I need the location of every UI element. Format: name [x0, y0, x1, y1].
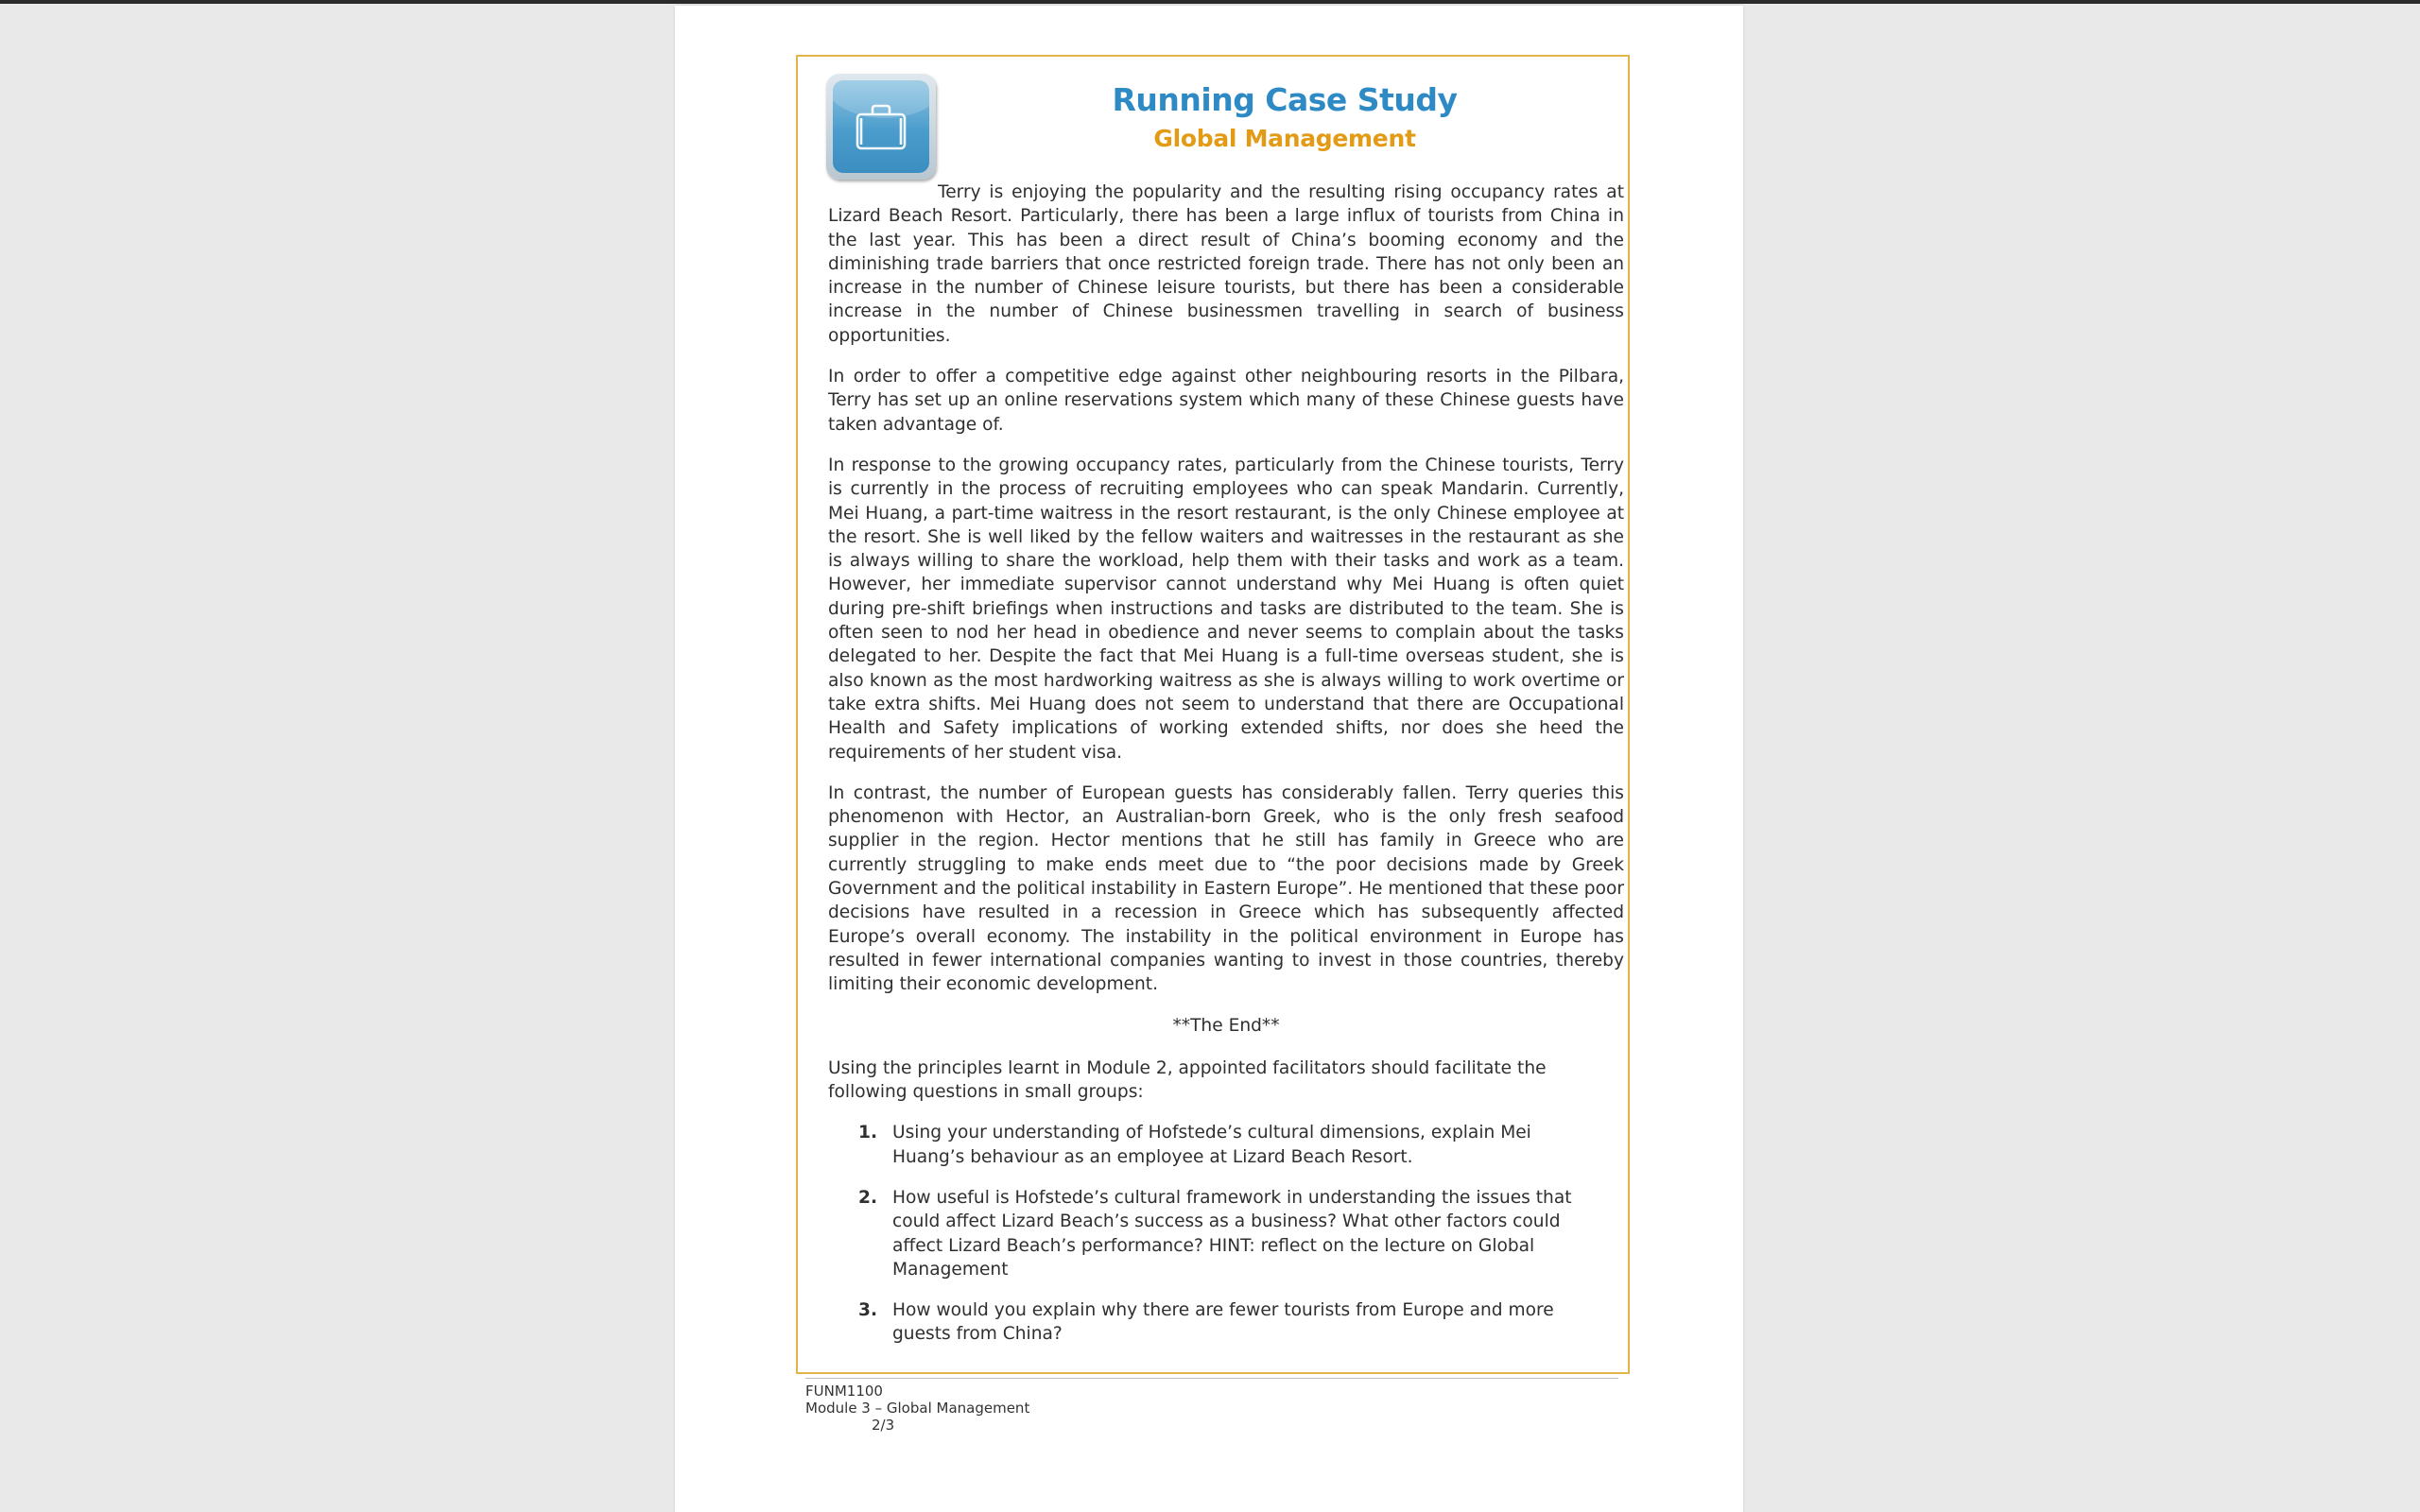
paragraph: Terry is enjoying the popularity and the resulting rising occupancy rates at Lizard Beach Resort. Particularly, there has been a large influx of tourists from China in the last year. This has been a direct result of China’s booming economy and the diminishing trade barriers that once restricted foreign trade. There has not only been an increase in the number of Chinese leisure tourists, but there has been a considerable increase in the number of Chinese businessmen travelling in search of business opportunities.	[828, 182, 1624, 346]
page-subtitle: Global Management	[1153, 125, 1416, 152]
question-item	[858, 1121, 1624, 1169]
paragraph: In contrast, the number of European guests has considerably fallen. Terry queries this phenomenon with Hector, an Australian-born Greek, who is the only fresh seafood supplier in the region. Hector mentions that he still has family in Greece who are currently struggling to make ends meet due to “the poor decisions made by Greek Government and the political instability in Eastern Europe”. He mentioned that these poor decisions have resulted in a recession in Greece which has subsequently affected Europe’s overall economy. The instability in the political environment in Europe has resulted in fewer international companies wanting to invest in those countries, thereby limiting their economic development.	[828, 782, 1624, 995]
end-marker: **The End**	[1172, 1015, 1280, 1036]
question-text: How would you explain why there are fewer tourists from Europe and more guests from China?	[892, 1300, 1554, 1345]
question-list	[828, 1121, 1624, 1346]
question-number: 1.	[858, 1123, 878, 1143]
footer-page-number: 2/3	[872, 1417, 895, 1434]
instructions: Using the principles learnt in Module 2, appointed facilitators should facilitate the following questions in small groups:	[828, 1057, 1547, 1103]
footer-module: Module 3 – Global Management	[805, 1400, 1030, 1417]
case-study-frame	[796, 55, 1630, 1374]
briefcase-logo	[826, 74, 936, 180]
logo-tile	[833, 80, 929, 173]
question-number: 2.	[858, 1187, 878, 1208]
question-text: Using your understanding of Hofstede’s cultural dimensions, explain Mei Huang’s behaviour as an employee at Lizard Beach Resort.	[892, 1123, 1531, 1167]
page-title: Running Case Study	[1112, 81, 1458, 118]
page-footer	[805, 1378, 1618, 1434]
paragraph: In order to offer a competitive edge against other neighbouring resorts in the Pilbara, Terry has set up an online reservations system which many of these Chinese guests have taken advantage of.	[828, 367, 1624, 435]
question-item	[858, 1186, 1624, 1281]
question-number: 3.	[858, 1300, 878, 1321]
document-page	[675, 6, 1743, 1512]
question-text: How useful is Hofstede’s cultural framework in understanding the issues that could affect Lizard Beach’s success as a business? What other factors could affect Lizard Beach’s performance? HINT: reflect on the lecture on Global Management	[892, 1187, 1572, 1280]
question-item	[858, 1298, 1624, 1347]
case-study-body	[828, 180, 1624, 1364]
briefcase-icon	[852, 99, 910, 158]
window-top-bar	[0, 0, 2420, 4]
footer-course-code: FUNM1100	[805, 1383, 883, 1400]
paragraph: In response to the growing occupancy rates, particularly from the Chinese tourists, Terry is currently in the process of recruiting employees who can speak Mandarin. Currently, Mei Huang, a part-time waitress in the resort restaurant, is the only Chinese employee at the resort. She is well liked by the fellow waiters and waitresses in the restaurant as she is always willing to share the workload, help them with their tasks and work as a team. However, her immediate supervisor cannot understand why Mei Huang is often quiet during pre-shift briefings when instructions and tasks are distributed to the team. She is often seen to nod her head in obedience and never seems to complain about the tasks delegated to her. Despite the fact that Mei Huang is a full-time overseas student, she is also known as the most hardworking waitress as she is always willing to work overtime or take extra shifts. Mei Huang does not seem to understand that there are Occupational Health and Safety implications of working extended shifts, nor does she heed the requirements of her student visa.	[828, 455, 1624, 763]
